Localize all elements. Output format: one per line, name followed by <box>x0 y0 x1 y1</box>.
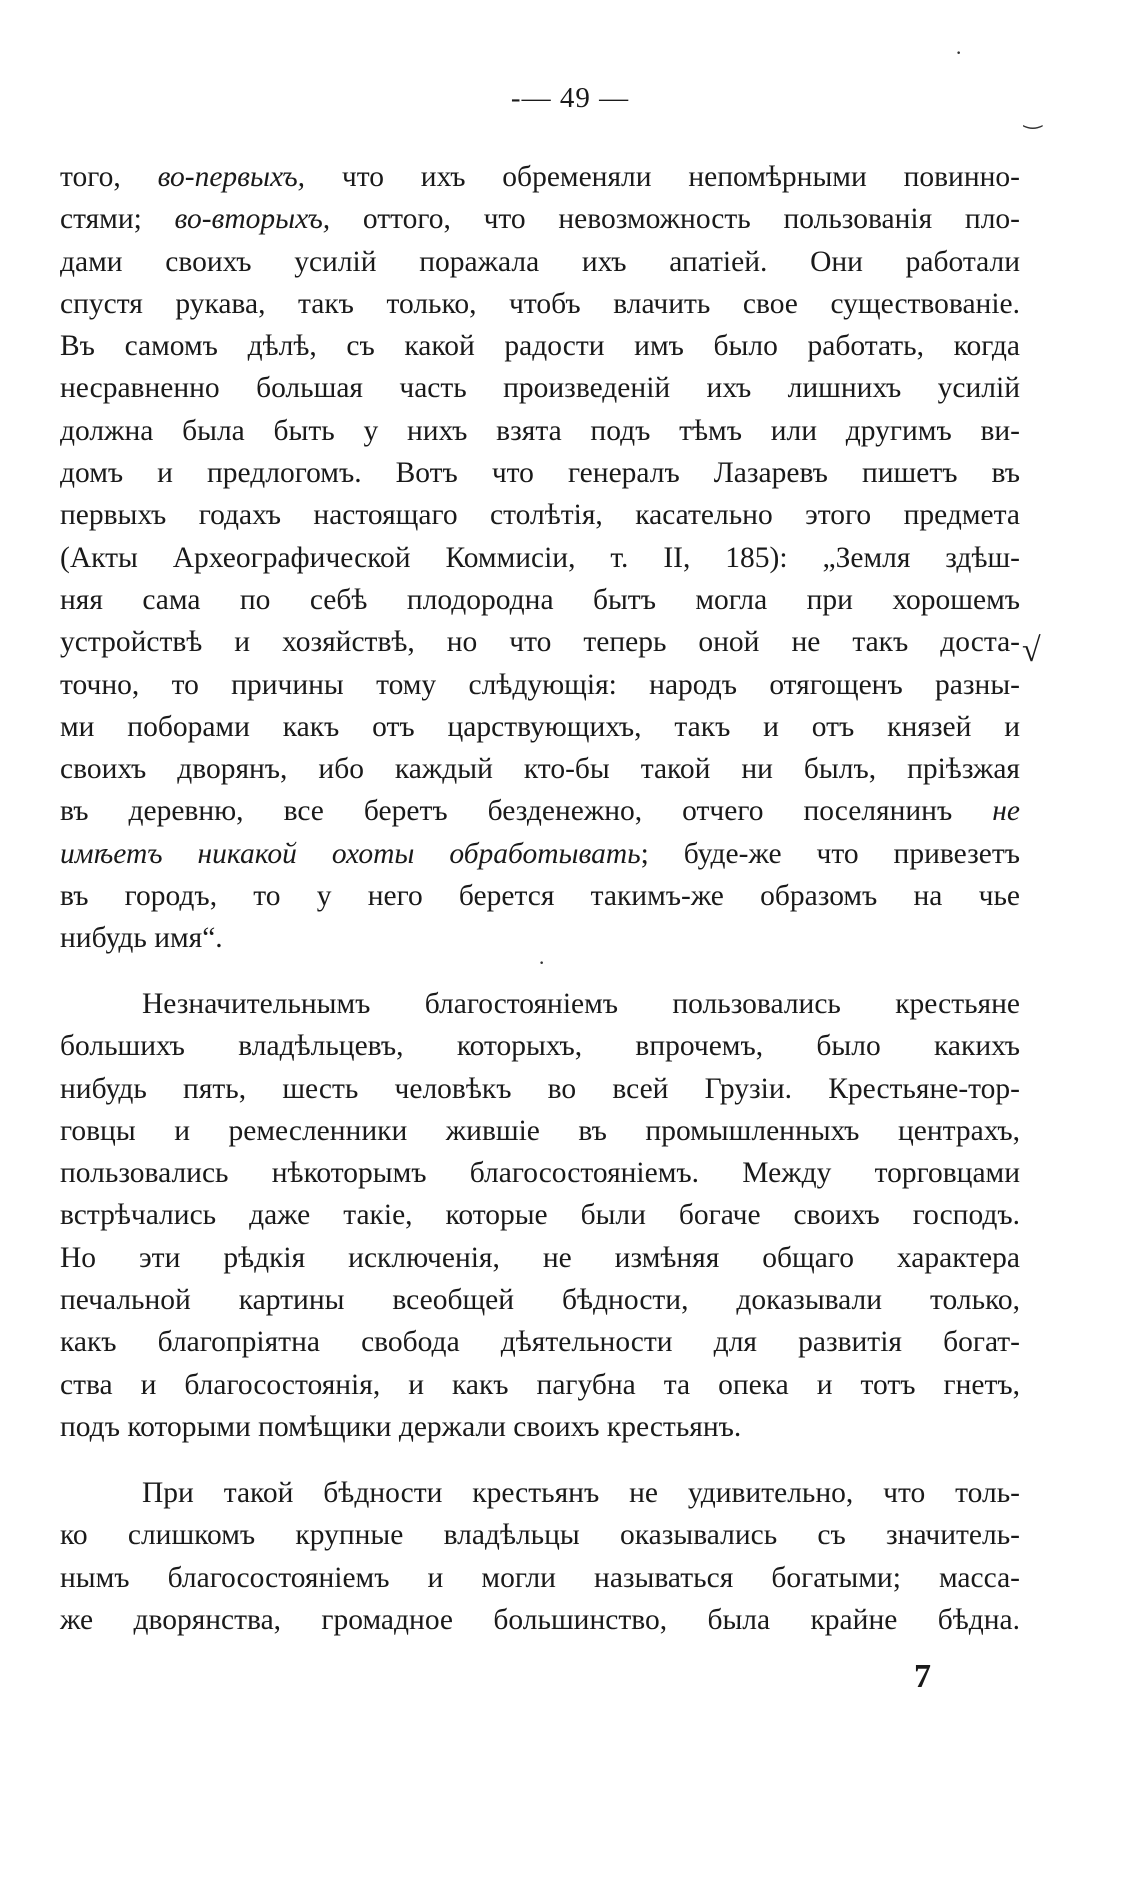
text-line <box>60 1279 1020 1321</box>
signature-mark: 7 <box>914 1658 931 1695</box>
text-line <box>60 1514 1020 1556</box>
text-run: своихъ дворянъ, ибо каждый кто-бы такой ни былъ, пріѣзжая <box>60 753 1020 786</box>
text-line <box>60 1472 1020 1514</box>
text-run: встрѣчались даже такіе, которые были богаче своихъ господъ. <box>60 1199 1020 1232</box>
text-line <box>60 983 1020 1025</box>
text-line <box>60 1110 1020 1152</box>
text-line <box>60 1599 1020 1641</box>
text-run: точно, то причины тому слѣдующія: народъ отягощенъ разны- <box>60 668 1020 701</box>
text-run: печальной картины всеобщей бѣдности, доказывали только, <box>60 1284 1020 1317</box>
text-run: ко слишкомъ крупные владѣльцы оказывались съ значитель- <box>60 1519 1020 1552</box>
text-line <box>60 537 1020 579</box>
text-line <box>60 283 1020 325</box>
page-number: -— 49 — <box>510 82 630 114</box>
text-run: пользовались нѣкоторымъ благосостояніемъ. Между торговцами <box>60 1157 1020 1190</box>
text-line <box>60 410 1020 452</box>
italic-text: во-первыхъ, <box>157 161 306 193</box>
text-run: нибудь имя“. <box>60 922 223 955</box>
text-line <box>60 621 1020 663</box>
paragraph-1 <box>60 156 1020 960</box>
text-run: При такой бѣдности крестьянъ не удивительно, что толь- <box>142 1477 1020 1509</box>
italic-text: не <box>992 795 1020 828</box>
text-line <box>60 790 1020 832</box>
text-line <box>60 1194 1020 1236</box>
ink-speck: · <box>538 950 546 975</box>
text-run: въ деревню, все беретъ безденежно, отчего поселянинъ <box>60 795 993 828</box>
text-line <box>60 579 1020 621</box>
text-run: Въ самомъ дѣлѣ, съ какой радости имъ было работать, когда <box>60 330 1020 363</box>
text-run: ; буде-же что привезетъ <box>640 837 1020 870</box>
text-line <box>60 156 1020 198</box>
text-line <box>60 325 1020 367</box>
text-line <box>60 748 1020 790</box>
text-line <box>60 1237 1020 1279</box>
text-run: что ихъ обременяли непомѣрными повинно- <box>305 161 1020 193</box>
text-run: спустя рукава, такъ только, чтобъ влачить свое существованіе. <box>60 287 1020 320</box>
text-run: устройствѣ и хозяйствѣ, но что теперь оной не такъ доста- <box>60 626 1020 659</box>
text-run: стями; <box>60 203 175 236</box>
ink-speck: ‿ <box>1024 104 1042 129</box>
italic-text: во-вторыхъ, <box>174 203 331 236</box>
text-line <box>60 1152 1020 1194</box>
text-line <box>60 494 1020 536</box>
text-line <box>60 1406 1020 1448</box>
text-run: Но эти рѣдкія исключенія, не измѣняя общаго характера <box>60 1241 1020 1274</box>
text-run: того, <box>60 161 158 193</box>
text-run: ства и благосостоянія, и какъ пагубна та опека и тотъ гнетъ, <box>60 1368 1020 1401</box>
text-line <box>60 1068 1020 1110</box>
paragraph-3 <box>60 1472 1020 1641</box>
text-run: большихъ владѣльцевъ, которыхъ, впрочемъ, было какихъ <box>60 1030 1020 1063</box>
text-run: нибудь пять, шесть человѣкъ во всей Грузіи. Крестьяне-тор- <box>60 1072 1020 1105</box>
text-run: какъ благопріятна свобода дѣятельности для развитія богат- <box>60 1326 1020 1359</box>
text-run: дами своихъ усилій поражала ихъ апатіей. Они работали <box>60 245 1020 278</box>
text-run: оттого, что невозможность пользованія пло- <box>330 203 1020 236</box>
text-line <box>60 1364 1020 1406</box>
text-line <box>60 875 1020 917</box>
text-run: подъ которыми помѣщики держали своихъ крестьянъ. <box>60 1410 742 1443</box>
text-line <box>60 833 1020 875</box>
ink-speck: · <box>955 40 963 65</box>
italic-text: имѣетъ никакой охоты обработывать <box>60 837 641 870</box>
text-run: несравненно большая часть произведеній ихъ лишнихъ усилій <box>60 372 1020 405</box>
text-run: ми поборами какъ отъ царствующихъ, такъ и отъ князей и <box>60 710 1020 743</box>
text-run: говцы и ремесленники жившіе въ промышленныхъ центрахъ, <box>60 1114 1020 1147</box>
text-run: Незначительнымъ благостояніемъ пользовались крестьяне <box>142 988 1020 1020</box>
text-run: домъ и предлогомъ. Вотъ что генералъ Лазаревъ пишетъ въ <box>60 457 1020 490</box>
text-line <box>60 1025 1020 1067</box>
text-line <box>60 1557 1020 1599</box>
text-run: должна была быть у нихъ взята подъ тѣмъ или другимъ ви- <box>60 414 1020 447</box>
text-run: няя сама по себѣ плодородна бытъ могла при хорошемъ <box>60 583 1020 616</box>
text-line <box>60 706 1020 748</box>
text-line <box>60 452 1020 494</box>
text-line <box>60 241 1020 283</box>
text-run: же дворянства, громадное большинство, была крайне бѣдна. <box>60 1603 1020 1636</box>
text-line <box>60 367 1020 409</box>
text-line <box>60 1321 1020 1363</box>
text-line <box>60 198 1020 240</box>
paragraph-2 <box>60 983 1020 1448</box>
text-line <box>60 664 1020 706</box>
text-run: въ городъ, то у него берется такимъ-же образомъ на чье <box>60 880 1020 913</box>
text-run: нымъ благосостояніемъ и могли называться богатыми; масса- <box>60 1561 1020 1594</box>
text-run: (Акты Археографической Коммисіи, т. II, 185): „Земля здѣш- <box>60 541 1020 574</box>
margin-check-mark: √ <box>1022 632 1041 669</box>
text-run: первыхъ годахъ настоящаго столѣтія, касательно этого предмета <box>60 499 1020 532</box>
